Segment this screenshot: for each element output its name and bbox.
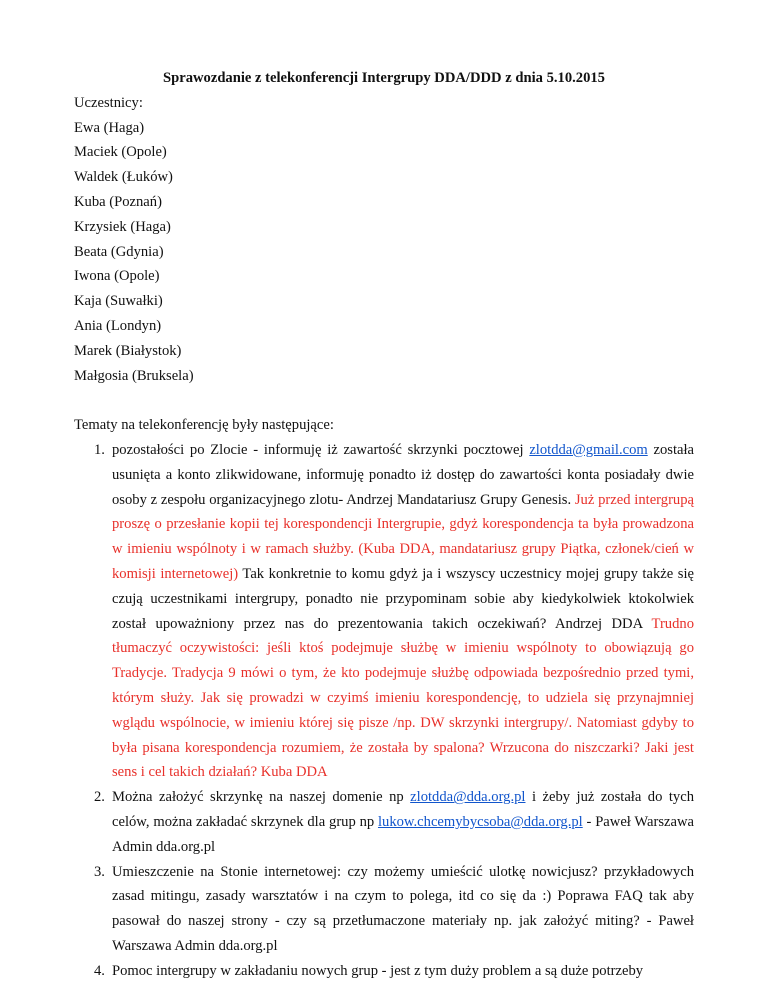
participants-list: [74, 116, 694, 389]
topic-text: Pomoc intergrupy w zakładaniu nowych grup - jest z tym duży problem a są duże potrzeby: [112, 962, 644, 979]
participants-label: Uczestnicy:: [74, 94, 143, 111]
participant: Krzysiek (Haga): [74, 218, 171, 235]
participant: Ewa (Haga): [74, 119, 145, 136]
topic-text: Umieszczenie na Stonie internetowej: czy możemy umieścić ulotkę nowicjusz? przykładowych zasad mitingu, zasady warsztatów i na czym to polega, itd co się da :) Poprawa FAQ tak aby pasował do naszej strony - czy są przetłumaczone materiały np. jak założyć miting? - Paweł Warszawa Admin dda.org.pl: [112, 863, 694, 954]
spacer: [74, 388, 694, 413]
participant: Marek (Białystok): [74, 342, 182, 359]
participant: Małgosia (Bruksela): [74, 367, 194, 384]
topic-item-3: [74, 860, 694, 959]
topic-number: 2.: [94, 789, 105, 806]
topic-text: została usunięta a konto zlikwidowane, informuję ponadto iż dostęp do zawartości konta posiadały dwie osoby z zespołu organizacyjnego zlotu- Andrzej Mandatariusz Grupy Genesis.: [112, 441, 695, 508]
topic-item-4: [74, 959, 694, 984]
document-title: Sprawozdanie z telekonferencji Intergrupy DDA/DDD z dnia 5.10.2015: [163, 70, 605, 86]
participant: Kaja (Suwałki): [74, 293, 163, 310]
participant: Iwona (Opole): [74, 268, 160, 285]
highlighted-comment: Trudno tłumaczyć oczywistości: jeśli ktoś podejmuje służbę w imieniu wspólnoty to obowiązują go Tradycje. Tradycja 9 mówi o tym, że kto podejmuje służbę odpowiada bezpośrednio przed tymi, którym służy. Jak się prowadzi w czyimś imieniu korespondencję, to udziela się przynajmniej wglądu wspólnocie, w imieniu której się pisze /np. DW skrzynki intergrupy/. Natomiast gdyby to była pisana korespondencja rozumiem, że została by spalona? Wrzucona do niszczarki? Jaki jest sens i cel takich działań? Kuba DDA: [112, 615, 694, 781]
email-link[interactable]: lukow.chcemybycsoba@dda.org.pl: [377, 813, 583, 830]
participant: Maciek (Opole): [74, 144, 167, 161]
participant: Ania (Londyn): [74, 317, 162, 334]
topic-item-1: [74, 438, 694, 785]
topic-text: i żeby już została do tych celów, można zakładać skrzynek dla grup np: [112, 789, 694, 830]
topic-text: Można założyć skrzynkę na naszej domenie np: [112, 789, 411, 806]
topic-number: 1.: [94, 441, 105, 458]
topic-text: pozostałości po Zlocie - informuję iż zawartość skrzynki pocztowej: [112, 441, 530, 458]
email-link[interactable]: zlotdda@dda.org.pl: [410, 789, 526, 806]
topics-list: [74, 438, 694, 984]
highlighted-comment: Już przed intergrupą proszę o przesłanie kopii tej korespondencji Intergrupie, gdyż korespondencja ta była prowadzona w imieniu wspólnoty i w ramach służby. (Kuba DDA, mandatariusz grupy Piątka, członek/cień w komisji internetowej): [112, 491, 694, 582]
topic-text: Tak konkretnie to komu gdyż ja i wszyscy uczestnicy mojej grupy także się czują uczestnikami intergrupy, ponadto nie przypominam sobie aby kiedykolwiek ktokolwiek został upoważniony przez nas do prezentowania takich oczekiwań? Andrzej DDA: [112, 565, 694, 632]
participant: Kuba (Poznań): [74, 193, 162, 210]
topic-item-2: [74, 785, 694, 859]
topic-text: - Paweł Warszawa Admin dda.org.pl: [112, 813, 694, 855]
topic-number: 4.: [94, 962, 105, 979]
participant: Beata (Gdynia): [74, 243, 164, 260]
email-link[interactable]: zlotdda@gmail.com: [529, 441, 648, 458]
topic-number: 3.: [94, 863, 105, 880]
participant: Waldek (Łuków): [74, 169, 173, 186]
topics-intro: Tematy na telekonferencję były następujące:: [74, 417, 334, 434]
